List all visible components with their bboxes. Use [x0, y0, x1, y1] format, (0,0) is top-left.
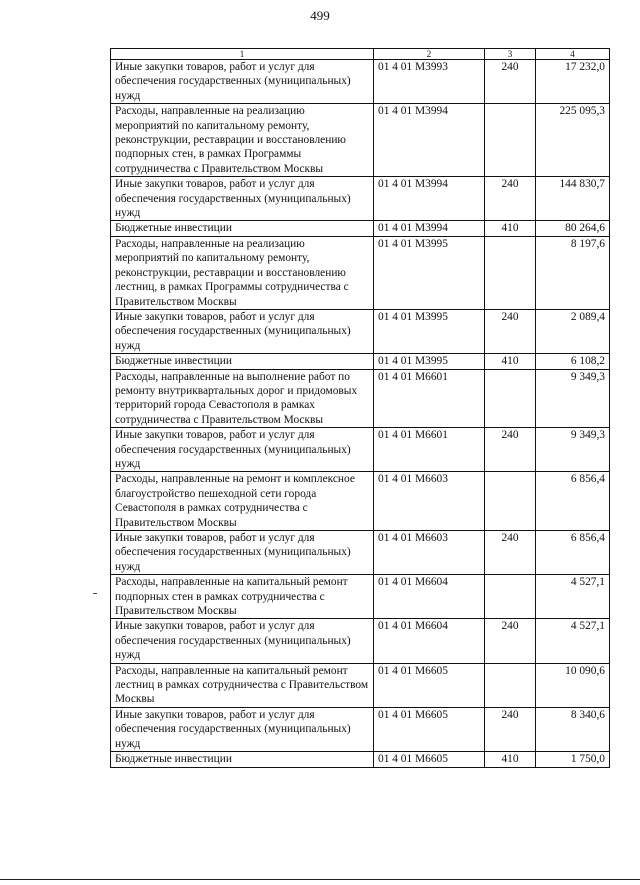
row-description: Расходы, направленные на реализацию мероприятий по капитальному ремонту, реконструкции, реставрации и восстановлению лестниц, в рамках Программы сотрудничества с Правительством Москвы: [111, 236, 374, 309]
row-description: Расходы, направленные на капитальный ремонт подпорных стен в рамках сотрудничества с Правительством Москвы: [111, 575, 374, 619]
row-description: Бюджетные инвестиции: [111, 354, 374, 369]
row-code: 01 4 01 М3995: [374, 236, 485, 309]
row-description: Иные закупки товаров, работ и услуг для обеспечения государственных (муниципальных) нужд: [111, 60, 374, 104]
row-description: Иные закупки товаров, работ и услуг для обеспечения государственных (муниципальных) нужд: [111, 707, 374, 751]
table-body: [111, 60, 610, 768]
bottom-rule: [0, 879, 640, 880]
row-description: Иные закупки товаров, работ и услуг для обеспечения государственных (муниципальных) нужд: [111, 619, 374, 663]
row-amount: 9 349,3: [536, 428, 610, 472]
row-expense-type: [485, 472, 536, 531]
table-row: [111, 177, 610, 221]
row-description: Расходы, направленные на реализацию мероприятий по капитальному ремонту, реконструкции, реставрации и восстановлению подпорных стен, в рамках Программы сотрудничества с Правительством Москвы: [111, 104, 374, 177]
row-expense-type: 410: [485, 221, 536, 236]
row-amount: 6 856,4: [536, 472, 610, 531]
row-description: Иные закупки товаров, работ и услуг для обеспечения государственных (муниципальных) нужд: [111, 531, 374, 575]
row-code: 01 4 01 М6605: [374, 752, 485, 767]
row-expense-type: 240: [485, 177, 536, 221]
table-row: [111, 575, 610, 619]
row-code: 01 4 01 М3995: [374, 309, 485, 353]
row-description: Иные закупки товаров, работ и услуг для обеспечения государственных (муниципальных) нужд: [111, 309, 374, 353]
row-code: 01 4 01 М6601: [374, 369, 485, 428]
budget-table: [110, 48, 610, 768]
table-row: [111, 472, 610, 531]
row-description: Расходы, направленные на капитальный ремонт лестниц в рамках сотрудничества с Правительством Москвы: [111, 663, 374, 707]
page-number: 499: [310, 8, 330, 23]
row-amount: 6 108,2: [536, 354, 610, 369]
row-code: 01 4 01 М3994: [374, 104, 485, 177]
row-expense-type: [485, 104, 536, 177]
row-amount: 80 264,6: [536, 221, 610, 236]
row-expense-type: 240: [485, 309, 536, 353]
column-header-4: 4: [536, 49, 610, 60]
row-expense-type: [485, 369, 536, 428]
row-description: Бюджетные инвестиции: [111, 752, 374, 767]
row-expense-type: [485, 236, 536, 309]
row-code: 01 4 01 М6605: [374, 707, 485, 751]
table-row: [111, 60, 610, 104]
row-code: 01 4 01 М6604: [374, 575, 485, 619]
table-header-row: [111, 49, 610, 60]
row-amount: 225 095,3: [536, 104, 610, 177]
margin-mark: [93, 593, 97, 594]
row-expense-type: [485, 575, 536, 619]
table-row: [111, 236, 610, 309]
table-row: [111, 663, 610, 707]
table-row: [111, 354, 610, 369]
table-row: [111, 221, 610, 236]
row-code: 01 4 01 М6603: [374, 472, 485, 531]
row-description: Иные закупки товаров, работ и услуг для обеспечения государственных (муниципальных) нужд: [111, 177, 374, 221]
row-code: 01 4 01 М3994: [374, 221, 485, 236]
table-row: [111, 707, 610, 751]
row-expense-type: 240: [485, 531, 536, 575]
table-row: [111, 752, 610, 767]
row-amount: 6 856,4: [536, 531, 610, 575]
row-code: 01 4 01 М3994: [374, 177, 485, 221]
row-code: 01 4 01 М6604: [374, 619, 485, 663]
table-row: [111, 369, 610, 428]
row-expense-type: [485, 663, 536, 707]
row-amount: 4 527,1: [536, 575, 610, 619]
row-amount: 4 527,1: [536, 619, 610, 663]
row-expense-type: 410: [485, 354, 536, 369]
row-description: Бюджетные инвестиции: [111, 221, 374, 236]
row-amount: 9 349,3: [536, 369, 610, 428]
row-expense-type: 240: [485, 428, 536, 472]
row-amount: 1 750,0: [536, 752, 610, 767]
table-row: [111, 104, 610, 177]
row-amount: 10 090,6: [536, 663, 610, 707]
row-code: 01 4 01 М6601: [374, 428, 485, 472]
row-expense-type: 240: [485, 60, 536, 104]
column-header-2: 2: [374, 49, 485, 60]
row-code: 01 4 01 М6605: [374, 663, 485, 707]
table-row: [111, 309, 610, 353]
row-expense-type: 240: [485, 619, 536, 663]
row-amount: 17 232,0: [536, 60, 610, 104]
row-expense-type: 240: [485, 707, 536, 751]
table-row: [111, 619, 610, 663]
row-amount: 2 089,4: [536, 309, 610, 353]
row-amount: 144 830,7: [536, 177, 610, 221]
column-header-1: 1: [111, 49, 374, 60]
row-code: 01 4 01 М3995: [374, 354, 485, 369]
row-code: 01 4 01 М3993: [374, 60, 485, 104]
table-row: [111, 531, 610, 575]
row-expense-type: 410: [485, 752, 536, 767]
row-amount: 8 340,6: [536, 707, 610, 751]
row-amount: 8 197,6: [536, 236, 610, 309]
table-row: [111, 428, 610, 472]
row-description: Расходы, направленные на ремонт и комплексное благоустройство пешеходной сети города Севастополя в рамках сотрудничества с Правительством Москвы: [111, 472, 374, 531]
row-description: Расходы, направленные на выполнение работ по ремонту внутриквартальных дорог и придомовых территорий города Севастополя в рамках сотрудничества с Правительством Москвы: [111, 369, 374, 428]
row-description: Иные закупки товаров, работ и услуг для обеспечения государственных (муниципальных) нужд: [111, 428, 374, 472]
column-header-3: 3: [485, 49, 536, 60]
row-code: 01 4 01 М6603: [374, 531, 485, 575]
